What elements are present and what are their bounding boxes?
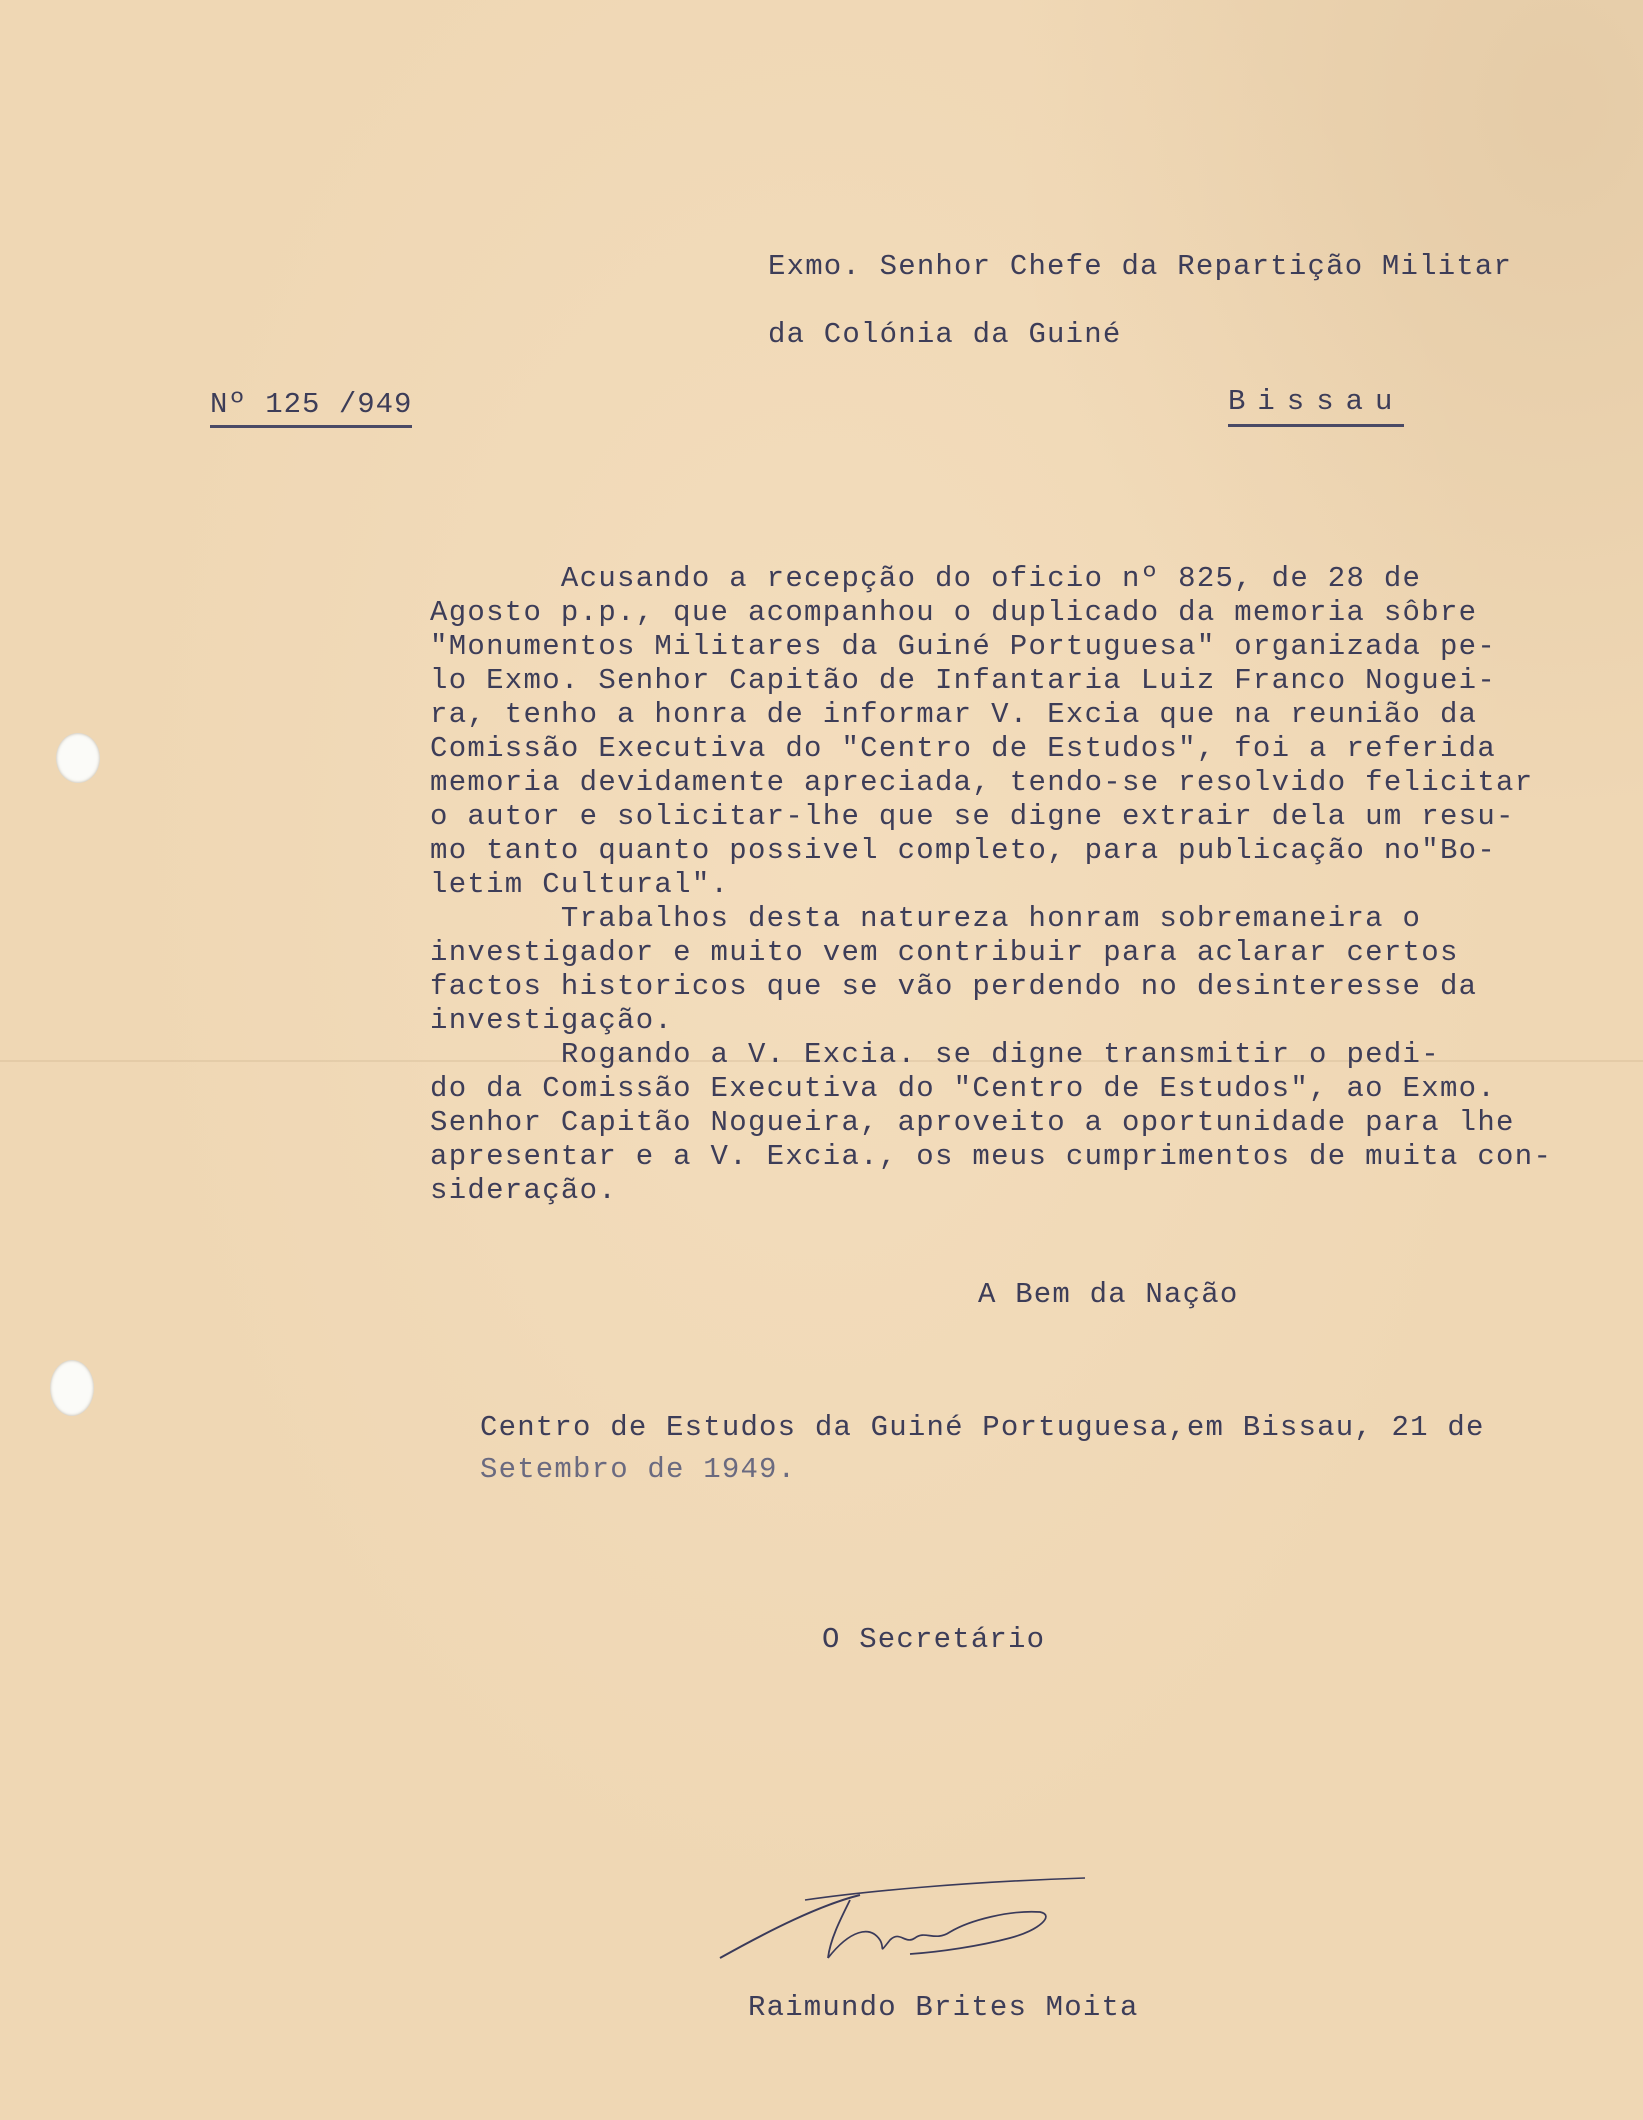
body-line: do da Comissão Executiva do "Centro de Estudos", ao Exmo. [430,1072,1497,1105]
place-date-line-2: Setembro de 1949. [480,1453,797,1486]
body-line: apresentar e a V. Excia., os meus cumprimentos de muita con- [430,1140,1553,1173]
body-line: lo Exmo. Senhor Capitão de Infantaria Luiz Franco Noguei- [430,664,1497,697]
body-line: investigação. [430,1004,674,1037]
letter-body [430,562,1640,1208]
body-line: Senhor Capitão Nogueira, aproveito a oportunidade para lhe [430,1106,1515,1139]
body-line: ra, tenho a honra de informar V. Excia que na reunião da [430,698,1478,731]
body-line: "Monumentos Militares da Guiné Portuguesa" organizada pe- [430,630,1497,663]
body-line: Agosto p.p., que acompanhou o duplicado da memoria sôbre [430,596,1478,629]
body-line: letim Cultural". [430,868,730,901]
body-line: factos historicos que se vão perdendo no desinteresse da [430,970,1478,1003]
secretary-title: O Secretário [822,1623,1046,1656]
handwritten-signature [710,1870,1090,1970]
body-line: investigador e muito vem contribuir para aclarar certos [430,936,1459,969]
body-line: o autor e solicitar-lhe que se digne extrair dela um resu- [430,800,1515,833]
punch-hole [50,1360,94,1416]
reference-number: Nº 125 /949 [210,390,412,428]
closing-salutation: A Bem da Nação [978,1278,1239,1311]
body-line: memoria devidamente apreciada, tendo-se resolvido felicitar [430,766,1534,799]
signatory-name: Raimundo Brites Moita [748,1991,1139,2024]
place-date-line-1: Centro de Estudos da Guiné Portuguesa,em Bissau, 21 de [480,1411,1485,1444]
place-heading: Bissau [1228,387,1404,427]
body-line: Comissão Executiva do "Centro de Estudos", foi a referida [430,732,1497,765]
addressee-line-2: da Colónia da Guiné [768,318,1122,351]
addressee-line-1: Exmo. Senhor Chefe da Repartição Militar [768,250,1513,283]
body-line: Acusando a recepção do oficio nº 825, de 28 de [430,562,1422,595]
body-line: sideração. [430,1174,618,1207]
punch-hole [56,733,100,783]
body-line: Trabalhos desta natureza honram sobremaneira o [430,902,1422,935]
body-line: mo tanto quanto possivel completo, para publicação no"Bo- [430,834,1497,867]
body-line: Rogando a V. Excia. se digne transmitir o pedi- [430,1038,1440,1071]
